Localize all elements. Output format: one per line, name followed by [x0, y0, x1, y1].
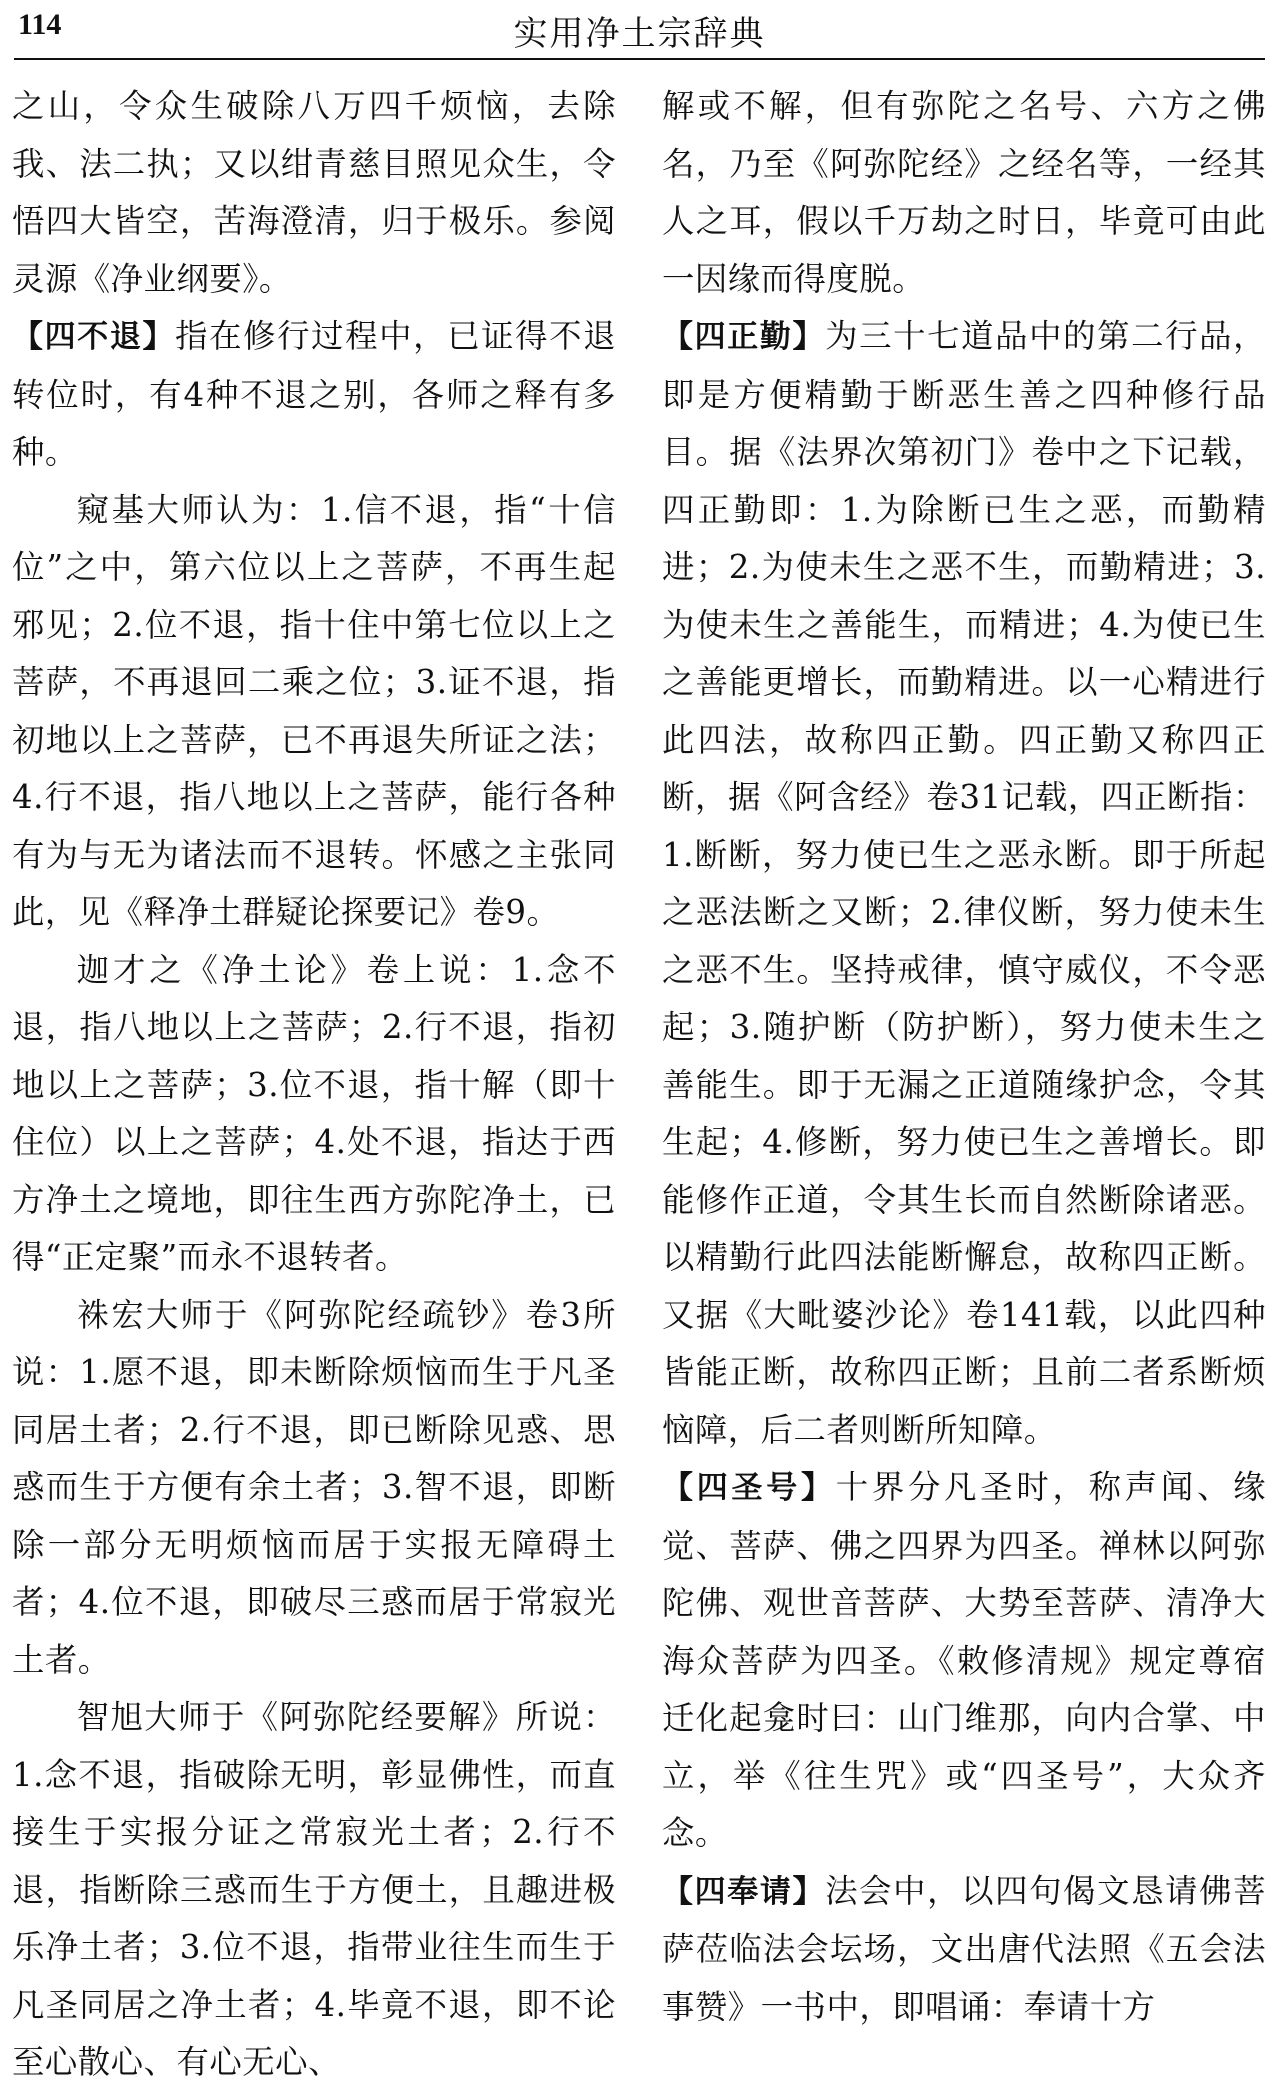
left-column: [12, 78, 616, 2092]
paragraph-zhixu: 智旭大师于《阿弥陀经要解》所说：1.念不退，指破除无明，彰显佛性，而直接生于实报分证之常寂光土者；2.行不退，指断除三惑而生于方便土，且趣进极乐净土者；3.位不退，指带业往生而生于凡圣同居之净土者；4.毕竟不退，即不论至心散心、有心无心、: [12, 1698, 616, 2081]
entry-headword: 【四不退】: [12, 319, 176, 355]
page-number: 114: [18, 8, 62, 41]
page-header: [0, 0, 1279, 62]
entry-si-sheng-hao: [662, 1459, 1266, 1863]
entry-si-feng-qing: [662, 1863, 1266, 2037]
entry-definition: 十界分凡圣时，称声闻、缘觉、菩萨、佛之四界为四圣。禅林以阿弥陀佛、观世音菩萨、大势至菩萨、清净大海众菩萨为四圣。《敕修清规》规定尊宿迁化起龛时曰：山门维那，向内合掌、中立，举《往生咒》或“四圣号”，大众齐念。: [662, 1468, 1267, 1852]
entry-definition: 指在修行过程中，已证得不退转位时，有4种不退之别，各师之释有多种。: [12, 317, 617, 471]
entry-definition: 为三十七道品中的第二行品，即是方便精勤于断恶生善之四种修行品目。据《法界次第初门》卷中之下记载，四正勤即：1.为除断已生之恶，而勤精进；2.为使未生之恶不生，而勤精进；3.为使未生之善能生，而精进；4.为使已生之善能更增长，而勤精进。以一心精进行此四法，故称四正勤。四正勤又称四正断，据《阿含经》卷31记载，四正断指：1.断断，努力使已生之恶永断。即于所起之恶法断之又断；2.律仪断，努力使未生之恶不生。坚持戒律，慎守威仪，不令恶起；3.随护断（防护断），努力使未生之善能生。即于无漏之正道随缘护念，令其生起；4.修断，努力使已生之善增长。即能修作正道，令其生长而自然断除诸恶。以精勤行此四法能断懈怠，故称四正断。又据《大毗婆沙论》卷141载，以此四种皆能正断，故称四正断；且前二者系断烦恼障，后二者则断所知障。: [662, 317, 1267, 1449]
entry-definition: 法会中，以四句偈文恳请佛菩萨莅临法会坛场，文出唐代法照《五会法事赞》一书中，即唱诵：奉请十方: [662, 1871, 1267, 2026]
continued-paragraph: 解或不解，但有弥陀之名号、六方之佛名，乃至《阿弥陀经》之经名等，一经其人之耳，假以千万劫之时日，毕竟可由此一因缘而得度脱。: [662, 87, 1266, 298]
entry-headword: 【四奉请】: [662, 1873, 826, 1910]
header-rule: [14, 58, 1265, 60]
paragraph-zhuhong: 袾宏大师于《阿弥陀经疏钞》卷3所说：1.愿不退，即未断除烦恼而生于凡圣同居土者；2.行不退，即已断除见惑、思惑而生于方便有余土者；3.智不退，即断除一部分无明烦恼而居于实报无障碍土者；4.位不退，即破尽三惑而居于常寂光土者。: [12, 1295, 616, 1679]
entry-si-zheng-qin: [662, 308, 1266, 1459]
entry-headword: 【四圣号】: [662, 1470, 836, 1506]
paragraph-jiacai: 迦才之《净土论》卷上说：1.念不退，指八地以上之菩萨；2.行不退，指初地以上之菩萨；3.位不退，指十解（即十住位）以上之菩萨；4.处不退，指达于西方净土之境地，即往生西方弥陀净土，已得“正定聚”而永不退转者。: [12, 950, 616, 1276]
entry-si-bu-tui: [12, 308, 616, 482]
continued-paragraph: 之山，令众生破除八万四千烦恼，去除我、法二执；又以绀青慈目照见众生，令悟四大皆空，苦海澄清，归于极乐。参阅灵源《净业纲要》。: [12, 87, 616, 298]
right-column: [662, 78, 1266, 2036]
paragraph-kuiji: 窥基大师认为：1.信不退，指“十信位”之中，第六位以上之菩萨，不再生起邪见；2.位不退，指十住中第七位以上之菩萨，不再退回二乘之位；3.证不退，指初地以上之菩萨，已不再退失所证之法；4.行不退，指八地以上之菩萨，能行各种有为与无为诸法而不退转。怀感之主张同此，见《释净土群疑论探要记》卷9。: [12, 490, 616, 931]
entry-headword: 【四正勤】: [662, 319, 826, 355]
running-title: 实用净土宗辞典: [513, 14, 766, 54]
